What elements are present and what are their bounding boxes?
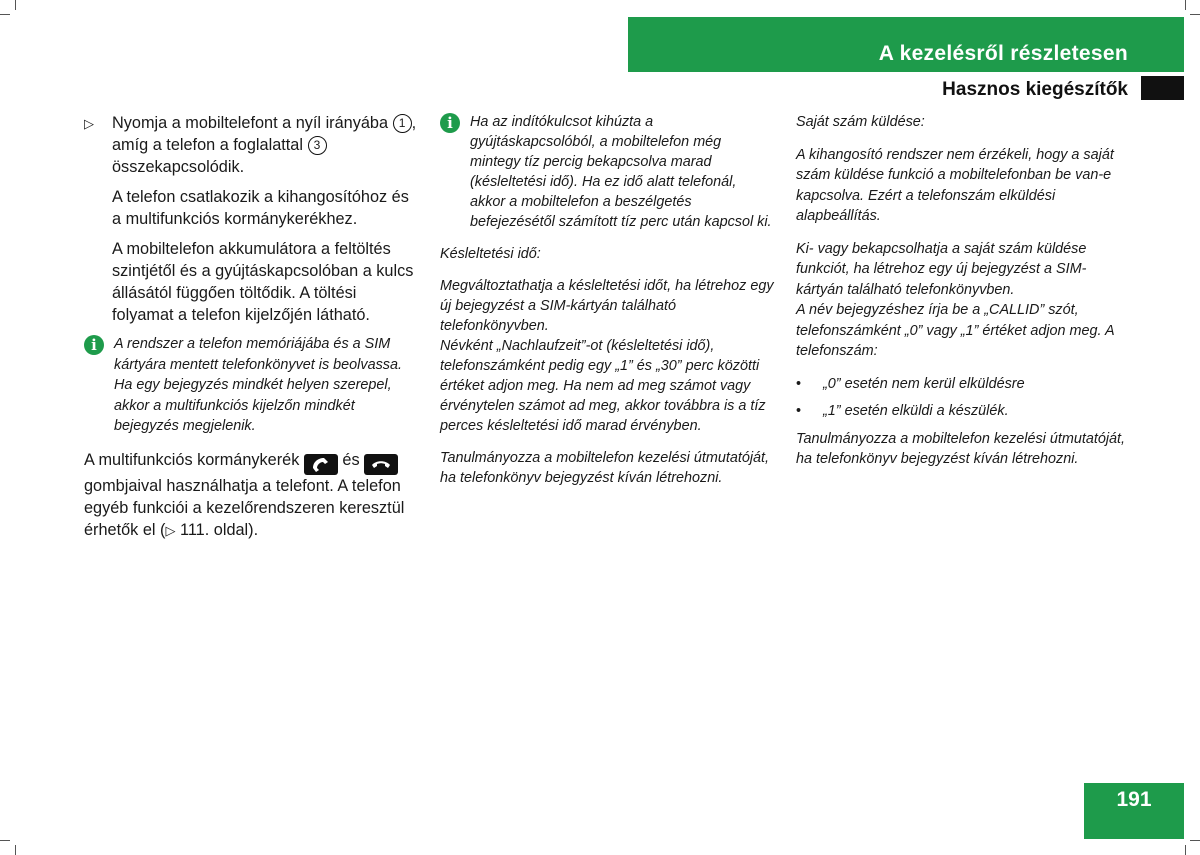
- phone-answer-icon: [304, 454, 338, 475]
- crop-mark: [0, 14, 10, 15]
- step-text: Nyomja a mobiltelefont a nyíl irányába: [112, 114, 389, 132]
- info-text: Ha az indítókulcsot kihúzta a gyújtáskapcsolóból, a mobiltelefon még mintegy tíz percig bekapcsolva marad (késleltetési idő). Ha ez idő alatt telefonál, akkor a mobiltelefon a beszélgetés befejezésétől számított tíz perc után kapcsol ki.: [470, 114, 772, 230]
- bullet-icon: •: [796, 375, 802, 392]
- marker-3-icon: 3: [308, 136, 327, 155]
- step-text: , amíg a telefon a foglalattal: [112, 114, 417, 154]
- section-tab-marker: [1141, 76, 1184, 100]
- paragraph: Tanulmányozza a mobiltelefon kezelési útmutatóját, ha telefonkönyv bejegyzést kíván létrehozni.: [796, 430, 1126, 467]
- crop-mark: [0, 840, 10, 841]
- paragraph: Ki- vagy bekapcsolhatja a saját szám küldése funkciót, ha létrehoz egy új bejegyzést a SIM-kártyán található telefonkönyvben.: [796, 240, 1087, 298]
- page-number: 191: [1116, 788, 1152, 811]
- paragraph: A név bejegyzéshez írja be a „CALLID” szót, telefonszámként „0” vagy „1” értéket adjon meg. A telefonszám:: [796, 302, 1115, 359]
- paragraph-text: A multifunkciós kormánykerék: [84, 450, 300, 469]
- crop-mark: [15, 845, 16, 855]
- paragraph-text: és: [342, 450, 360, 469]
- crop-mark: [1185, 0, 1186, 10]
- info-text: A rendszer a telefon memóriájába és a SIM kártyára mentett telefonkönyvet is beolvassa. Ha egy bejegyzés mindkét helyen szerepel, akkor a multifunkciós kijelzőn mindkét bejegyzés megjelenik.: [114, 336, 402, 434]
- instruction-step: [84, 112, 420, 178]
- list-item: [796, 401, 1131, 422]
- paragraph: Tanulmányozza a mobiltelefon kezelési útmutatóját, ha telefonkönyv bejegyzést kíván létrehozni.: [440, 450, 770, 486]
- marker-1-icon: 1: [393, 114, 412, 133]
- paragraph: A telefon csatlakozik a kihangosítóhoz és a multifunkciós kormánykerékhez.: [112, 188, 409, 228]
- info-note: [84, 334, 420, 437]
- phone-hangup-icon: [364, 454, 398, 475]
- paragraph-text: 111. oldal).: [175, 520, 259, 539]
- info-icon: i: [84, 335, 104, 355]
- step-text: összekapcsolódik.: [112, 158, 245, 176]
- crop-mark: [1190, 14, 1200, 15]
- subheading: Késleltetési idő:: [440, 246, 541, 262]
- column-2: [440, 112, 775, 500]
- section-title: A kezelésről részletesen: [878, 42, 1128, 65]
- info-note: [440, 112, 775, 232]
- crop-mark: [15, 0, 16, 10]
- crop-mark: [1190, 840, 1200, 841]
- paragraph-text: gombjaival használhatja a telefont. A telefon egyéb funkciói a kezelőrendszeren keresztül érhetők el (: [84, 476, 405, 539]
- step-arrow-icon: ▷: [84, 116, 94, 131]
- subheading: Saját szám küldése:: [796, 114, 925, 130]
- list-item-text: „0” esetén nem kerül elküldésre: [823, 375, 1025, 392]
- info-icon: i: [440, 113, 460, 133]
- paragraph: A kihangosító rendszer nem érzékeli, hogy a saját szám küldése funkció a mobiltelefonban be van-e kapcsolva. Ezért a telefonszám elküldési alapbeállítás.: [796, 146, 1114, 224]
- column-3: [796, 112, 1131, 482]
- list-item: [796, 374, 1131, 395]
- subsection-title: Hasznos kiegészítők: [942, 79, 1128, 100]
- bullet-icon: •: [796, 403, 802, 419]
- column-1: [84, 112, 420, 542]
- page-ref-arrow-icon: ▷: [165, 522, 176, 538]
- paragraph: Megváltoztathatja a késleltetési időt, ha létrehoz egy új bejegyzést a SIM-kártyán található telefonkönyvben.: [440, 278, 774, 334]
- list-item-text: „1” esetén elküldi a készülék.: [823, 403, 1009, 419]
- paragraph: Névként „Nachlaufzeit”-ot (késleltetési idő), telefonszámként pedig egy „1” és „30” perc közötti értéket adjon meg. Ha nem ad meg számot vagy érvénytelen számot ad meg, akkor továbbra is a tíz perces késleltetési idő marad érvényben.: [440, 338, 766, 434]
- paragraph: [84, 449, 420, 542]
- paragraph: A mobiltelefon akkumulátora a feltöltés szintjétől és a gyújtáskapcsolóban a kulcs állásától függően töltődik. A töltési folyamat a telefon kijelzőjén látható.: [112, 240, 414, 324]
- crop-mark: [1185, 845, 1186, 855]
